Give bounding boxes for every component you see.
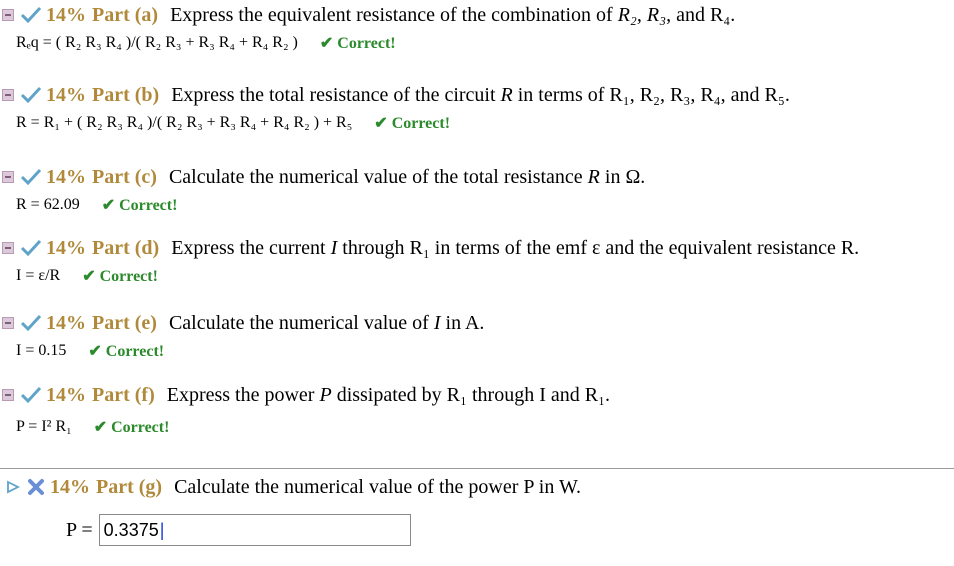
answer-row [0, 263, 954, 289]
part-question: Express the equivalent resistance of the combination of R₂, R₃, and R₄. [170, 3, 736, 26]
part-percent: 14% [46, 383, 86, 406]
answer-row [0, 410, 954, 444]
answer-row [0, 110, 954, 136]
part-e [0, 308, 954, 364]
answer-input-value: 0.3375 [103, 519, 159, 540]
part-f [0, 380, 954, 444]
part-label: Part (e) [92, 311, 157, 334]
part-percent: 14% [46, 236, 86, 259]
answer-expression: P = I² R₁ [16, 418, 72, 435]
play-icon[interactable] [6, 480, 20, 494]
check-icon [20, 86, 42, 104]
part-label: Part (a) [92, 3, 159, 26]
part-g [0, 472, 954, 502]
answer-input-row [66, 514, 411, 546]
part-label: Part (d) [92, 236, 160, 259]
answer-row [0, 192, 954, 218]
part-percent: 14% [46, 3, 86, 26]
divider [0, 468, 954, 469]
check-icon [20, 314, 42, 332]
check-icon [20, 386, 42, 404]
part-percent: 14% [46, 311, 86, 334]
part-label: Part (f) [92, 383, 155, 406]
part-label: Part (g) [96, 475, 163, 498]
part-label: Part (c) [92, 165, 157, 188]
answer-expression: R = R₁ + ( R₂ R₃ R₄ )/( R₂ R₃ + R₃ R₄ + R₄ R₂ ) + R₅ [16, 114, 353, 131]
collapse-icon[interactable] [2, 9, 14, 21]
collapse-icon[interactable] [2, 389, 14, 401]
part-question: Express the power P dissipated by R₁ through I and R₁. [166, 383, 611, 406]
answer-expression: Rₑq = ( R₂ R₃ R₄ )/( R₂ R₃ + R₃ R₄ + R₄ R₂ ) [16, 34, 298, 51]
text-caret: | [159, 519, 165, 540]
collapse-icon[interactable] [2, 317, 14, 329]
part-label: Part (b) [92, 83, 160, 106]
part-percent: 14% [46, 165, 86, 188]
collapse-icon[interactable] [2, 242, 14, 254]
correct-status: ✔ Correct! [82, 268, 158, 285]
answer-expression: R = 62.09 [16, 196, 80, 213]
part-percent: 14% [50, 475, 90, 498]
collapse-icon[interactable] [2, 171, 14, 183]
check-icon [20, 6, 42, 24]
part-a [0, 0, 954, 56]
check-icon [20, 239, 42, 257]
part-d [0, 233, 954, 289]
part-question: Express the current I through R₁ in terms of the emf ε and the equivalent resistance R. [171, 236, 860, 259]
answer-row [0, 30, 954, 56]
input-label: P = [66, 518, 93, 541]
part-question: Express the total resistance of the circuit R in terms of R₁, R₂, R₃, R₄, and R₅. [171, 83, 790, 106]
check-icon [20, 168, 42, 186]
correct-status: ✔ Correct! [374, 115, 451, 132]
part-question: Calculate the numerical value of the power P in W. [174, 475, 581, 498]
correct-status: ✔ Correct! [101, 197, 178, 214]
part-question: Calculate the numerical value of the total resistance R in Ω. [168, 165, 646, 188]
part-question: Calculate the numerical value of I in A. [168, 311, 485, 334]
answer-row [0, 338, 954, 364]
correct-status: ✔ Correct! [88, 343, 165, 360]
correct-status: ✔ Correct! [319, 35, 396, 52]
answer-expression: I = 0.15 [16, 342, 67, 359]
x-icon [26, 477, 46, 497]
part-c [0, 162, 954, 218]
answer-input[interactable] [99, 514, 411, 546]
correct-status: ✔ Correct! [93, 419, 170, 436]
answer-expression: I = ε/R [16, 267, 61, 284]
collapse-icon[interactable] [2, 89, 14, 101]
part-b [0, 80, 954, 136]
part-percent: 14% [46, 83, 86, 106]
